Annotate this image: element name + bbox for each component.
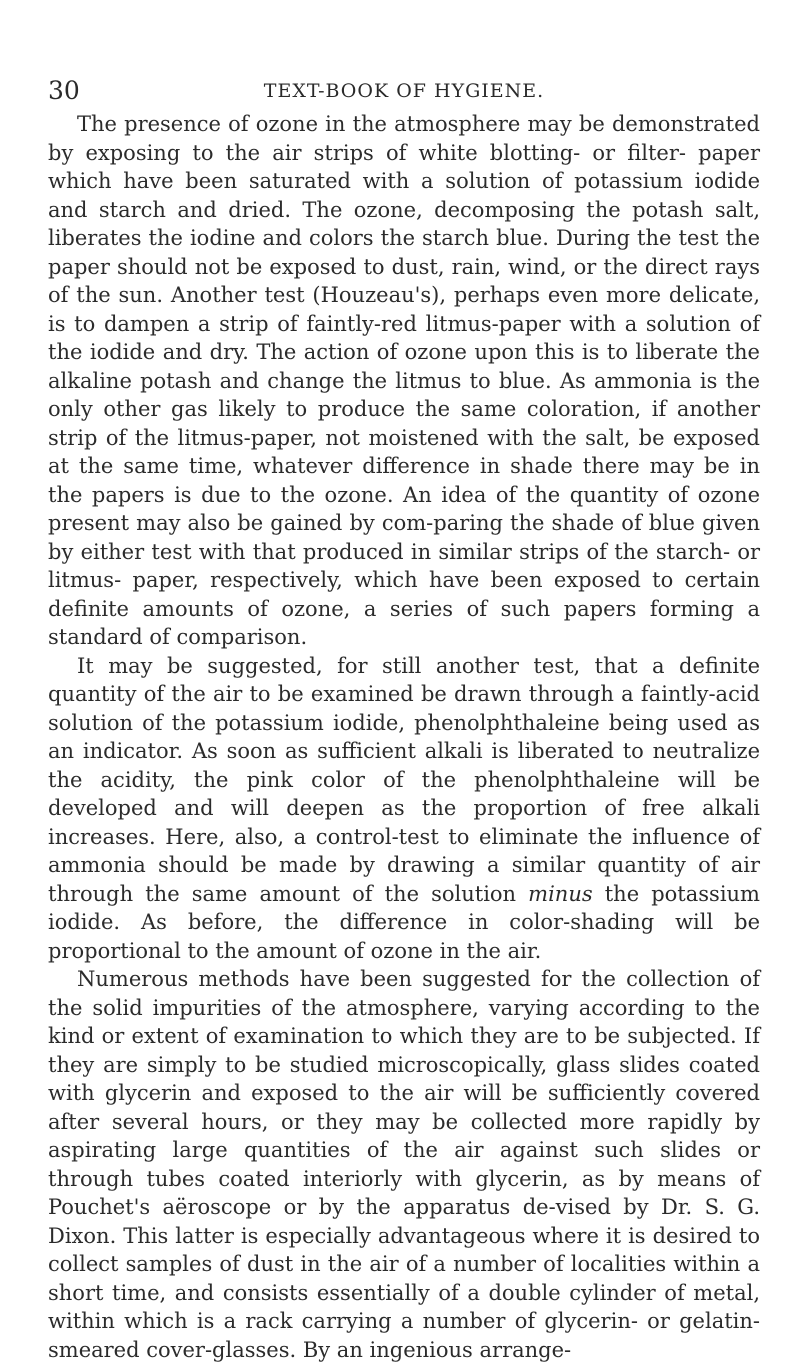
paragraph-text-end: the potassium iodide. As before, the difference in color-shading will be proportional to the amount of ozone in the air. bbox=[48, 881, 760, 963]
paragraph-text-start: It may be suggested, for still another test, that a definite quantity of the air to be examined be drawn through a faintly-acid solution of the potassium iodide, phenolphthaleine being used as an indicator. As soon as sufficient alkali is liberated to neutralize the acidity, the pink color of the phenolphthaleine will be developed and will deepen as the proportion of free alkali increases. Here, also, a control-test to eliminate the influence of ammonia should be made by drawing a similar quantity of air through the same amount of the solution bbox=[48, 653, 760, 906]
book-page bbox=[48, 72, 760, 1364]
italic-word: minus bbox=[528, 881, 593, 906]
paragraph-phenolphthaleine-test bbox=[48, 652, 760, 966]
paragraph-solid-impurities: Numerous methods have been suggested for the collection of the solid impurities of the atmosphere, varying according to the kind or extent of examination to which they are to be subjected. If they are simply to be studied microscopically, glass slides coated with glycerin and exposed to the air will be sufficiently covered after several hours, or they may be collected more rapidly by aspirating large quantities of the air against such slides or through tubes coated interiorly with glycerin, as by means of Pouchet's aëroscope or by the apparatus de-vised by Dr. S. G. Dixon. This latter is especially advantageous where it is desired to collect samples of dust in the air of a number of localities within a short time, and consists essentially of a double cylinder of metal, within which is a rack carrying a number of glycerin- or gelatin- smeared cover-glasses. By an ingenious arrange- bbox=[48, 967, 760, 1362]
paragraph-ozone-tests: The presence of ozone in the atmosphere may be demonstrated by exposing to the air strips of white blotting- or filter- paper which have been saturated with a solution of potassium iodide and starch and dried. The ozone, decomposing the potash salt, liberates the iodine and colors the starch blue. During the test the paper should not be exposed to dust, rain, wind, or the direct rays of the sun. Another test (Houzeau's), perhaps even more delicate, is to dampen a strip of faintly-red litmus-paper with a solution of the iodide and dry. The action of ozone upon this is to liberate the alkaline potash and change the litmus to blue. As ammonia is the only other gas likely to produce the same coloration, if another strip of the litmus-paper, not moistened with the salt, be exposed at the same time, whatever difference in shade there may be in the papers is due to the ozone. An idea of the quantity of ozone present may also be gained by com-paring the shade of blue given by either test with that produced in similar strips of the starch- or litmus- paper, respectively, which have been exposed to certain definite amounts of ozone, a series of such papers forming a standard of comparison. bbox=[48, 112, 760, 649]
body-text bbox=[48, 110, 760, 1364]
running-head: TEXT-BOOK OF HYGIENE. bbox=[263, 80, 545, 102]
page-number: 30 bbox=[48, 76, 80, 105]
page-header bbox=[48, 72, 760, 108]
